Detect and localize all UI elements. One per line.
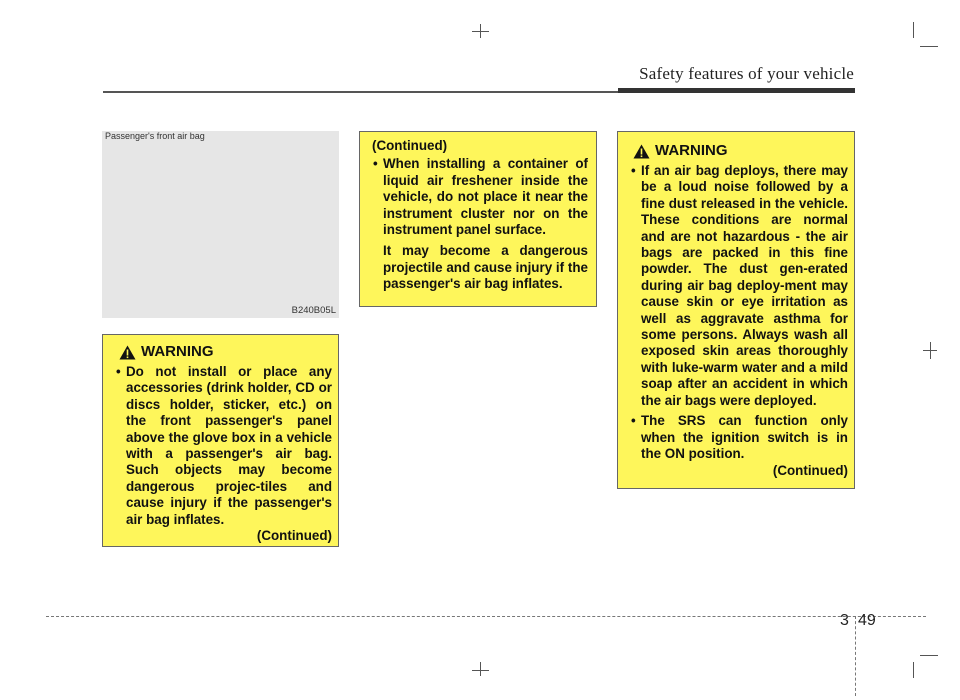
page-number: 49 [858, 612, 876, 629]
footer-divider [855, 616, 856, 696]
figure-image [102, 131, 339, 318]
warning-title-text: WARNING [141, 342, 214, 360]
continued-box [359, 131, 597, 307]
warning-bullet: • Do not install or place any accessories (drink holder, CD or discs holder, sticker, etc.) on the front passenger's panel above the glove box in a vehicle with a passenger's air bag. Such objects may become dangerous projec-tiles and cause injury if the passenger's air bag inflates. [109, 364, 332, 528]
crop-mark [920, 46, 938, 47]
warning-title [624, 142, 848, 160]
warning-box-left [102, 334, 339, 547]
warning-title-text: WARNING [655, 141, 728, 159]
header-rule-accent [618, 88, 855, 93]
crop-mark [480, 662, 481, 676]
continued-heading: (Continued) [372, 138, 448, 153]
warning-bullet: • If an air bag deploys, there may be a loud noise followed by a fine dust released in the vehicle. These conditions are normal and are not hazardous - the air bags are packed in this fine powder. The dust gen-erated during air bag deploy-ment may cause skin or eye irritation as well as aggravate asthma for some persons. Always wash all exposed skin areas thoroughly with luke-warm water and a mild soap after an accident in which the air bags were deployed. [624, 163, 848, 409]
warning-bullet: • The SRS can function only when the ignition switch is in the ON position. [624, 413, 848, 462]
continued-label: (Continued) [772, 463, 848, 479]
warning-box-right [617, 131, 855, 489]
warning-triangle-icon [633, 144, 650, 159]
continued-label: (Continued) [256, 528, 332, 544]
chapter-number: 3 [840, 612, 849, 629]
warning-title [109, 343, 332, 361]
section-title: Safety features of your vehicle [639, 64, 854, 83]
figure-code: B240B05L [291, 305, 336, 316]
crop-mark [923, 350, 937, 351]
crop-mark [920, 655, 938, 656]
footer-rule [46, 616, 926, 617]
crop-mark [472, 31, 489, 32]
crop-mark [913, 662, 914, 678]
continued-bullet: • When installing a container of liquid air freshener inside the vehicle, do not place it near the instrument cluster nor on the instrument panel surface. [366, 156, 588, 238]
crop-mark [472, 670, 489, 671]
continued-paragraph: It may become a dangerous projectile and cause injury if the passenger's air bag inflates. [383, 243, 588, 292]
warning-triangle-icon [119, 345, 136, 360]
crop-mark [913, 22, 914, 38]
figure-caption: Passenger's front air bag [105, 131, 205, 141]
